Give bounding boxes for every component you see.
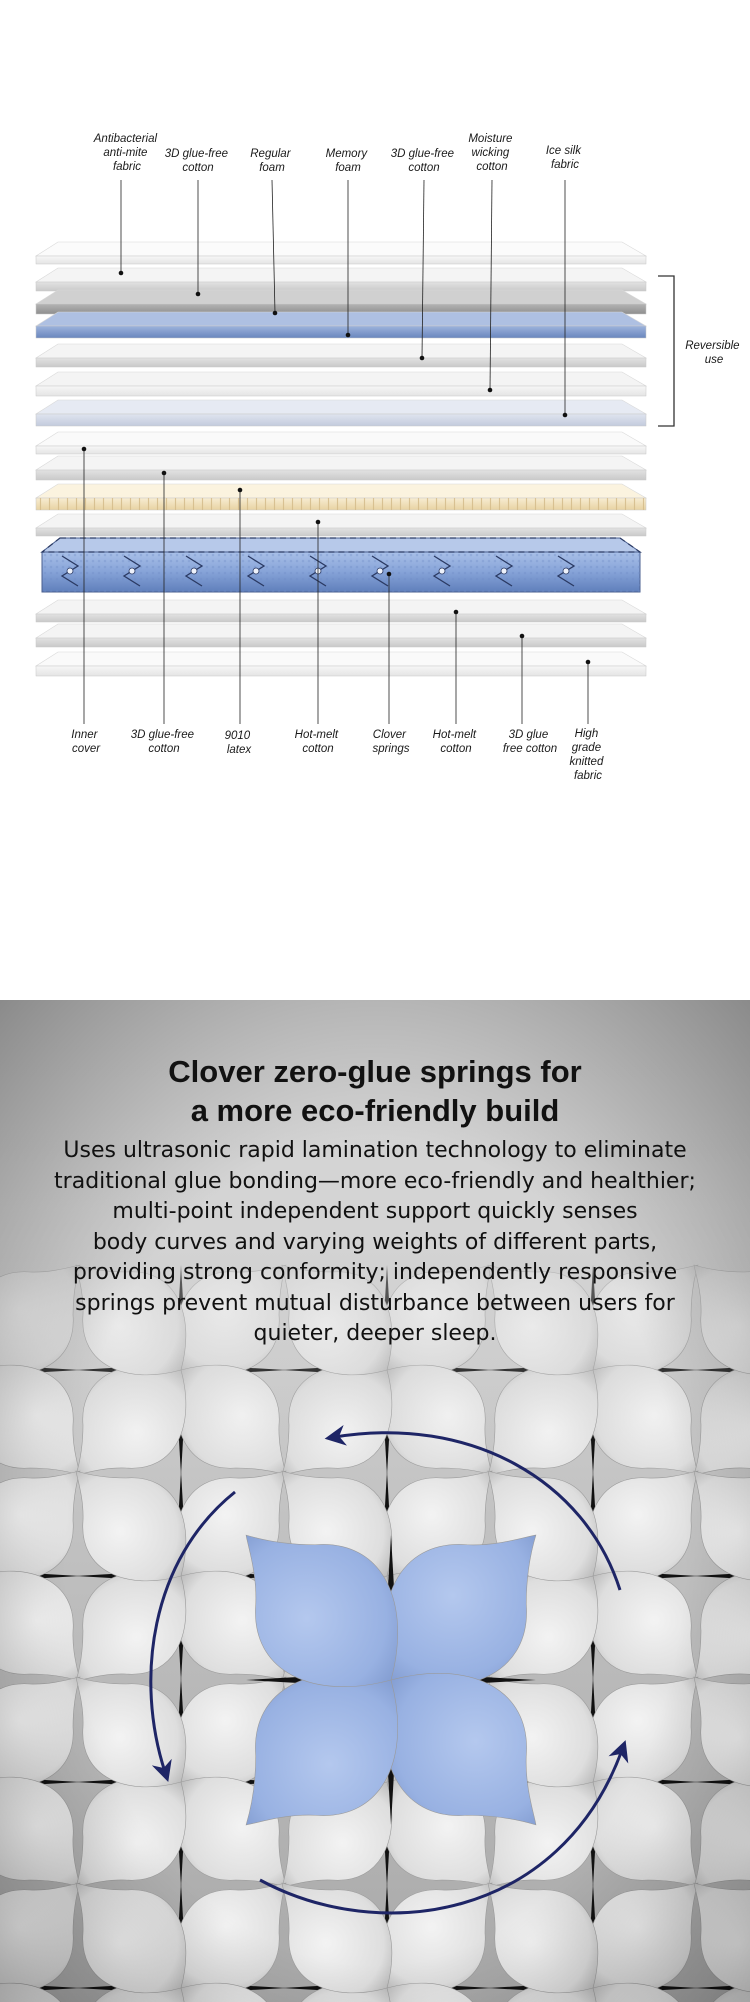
- mattress-layer-diagram: [0, 0, 750, 1000]
- layer-ice-silk-fabric: [36, 400, 646, 426]
- layer-9010-latex: [36, 484, 646, 510]
- label-regular-foam: Regular foam: [250, 148, 291, 174]
- layer-hot-melt-2: [36, 600, 646, 622]
- label-hot-melt-cotton-2: Hot-melt cotton: [432, 729, 477, 755]
- label-3d-glue-free-cotton-bottom: 3D glue-free cotton: [130, 729, 195, 755]
- layer-moisture-wicking: [36, 372, 646, 396]
- layer-hot-melt-1: [36, 514, 646, 536]
- label-high-grade-knitted-fabric: High grade knitted fabric: [569, 728, 604, 782]
- layer-inner-cover: [36, 432, 646, 454]
- layer-knitted-fabric: [36, 652, 646, 676]
- description-line-4: body curves and varying weights of different parts,: [92, 1229, 658, 1255]
- label-antibacterial-anti-mite-fabric: Antibacterial anti-mite fabric: [93, 133, 158, 173]
- reversible-use-bracket: [658, 276, 674, 426]
- label-9010-latex: 9010 latex: [224, 730, 252, 756]
- label-ice-silk-fabric: Ice silk fabric: [545, 145, 581, 171]
- label-inner-cover: Inner cover: [71, 729, 101, 755]
- mattress-layers: [36, 242, 646, 676]
- description-line-3: multi-point independent support quickly senses: [112, 1199, 638, 1224]
- label-3d-glue-free-cotton-bottom-2: 3D glue free cotton: [502, 729, 558, 755]
- label-clover-springs: Clover springs: [372, 729, 410, 755]
- layer-3d-cotton-2: [36, 344, 646, 367]
- label-reversible-use: Reversible use: [685, 340, 740, 366]
- feature-headline: [0, 1052, 750, 1130]
- label-memory-foam: Memory foam: [325, 148, 368, 174]
- layer-diagram-canvas: [0, 0, 750, 1000]
- highlighted-clover-spring: [246, 1535, 536, 1825]
- layer-3d-cotton-1: [36, 268, 646, 291]
- layer-3d-cotton-bottom: [36, 456, 646, 480]
- layer-3d-cotton-bottom-2: [36, 624, 646, 647]
- description-line-1: Uses ultrasonic rapid lamination technology to eliminate: [63, 1138, 687, 1163]
- headline-line-2: a more eco-friendly build: [190, 1093, 560, 1128]
- blue-clover-spring: [246, 1535, 536, 1825]
- description-line-6: springs prevent mutual disturbance between users for: [75, 1290, 675, 1316]
- description-line-2: traditional glue bonding—more eco-friendly and healthier;: [54, 1168, 696, 1194]
- clover-spring-layer: [42, 538, 640, 592]
- headline-line-1: Clover zero-glue springs for: [168, 1054, 582, 1089]
- clover-spring-feature: [0, 1000, 750, 2002]
- description-line-7: quieter, deeper sleep.: [253, 1321, 497, 1346]
- layer-memory-foam: [36, 312, 646, 338]
- layer-regular-foam: [36, 290, 646, 314]
- label-moisture-wicking-cotton: Moisture wicking cotton: [468, 133, 513, 173]
- label-hot-melt-cotton-1: Hot-melt cotton: [294, 729, 339, 755]
- feature-description: [20, 1136, 730, 1350]
- label-3d-glue-free-cotton-top-1: 3D glue-free cotton: [164, 148, 229, 174]
- label-3d-glue-free-cotton-top-2: 3D glue-free cotton: [390, 148, 455, 174]
- layer-antibacterial-fabric: [36, 242, 646, 264]
- description-line-5: providing strong conformity; independently responsive: [72, 1260, 678, 1285]
